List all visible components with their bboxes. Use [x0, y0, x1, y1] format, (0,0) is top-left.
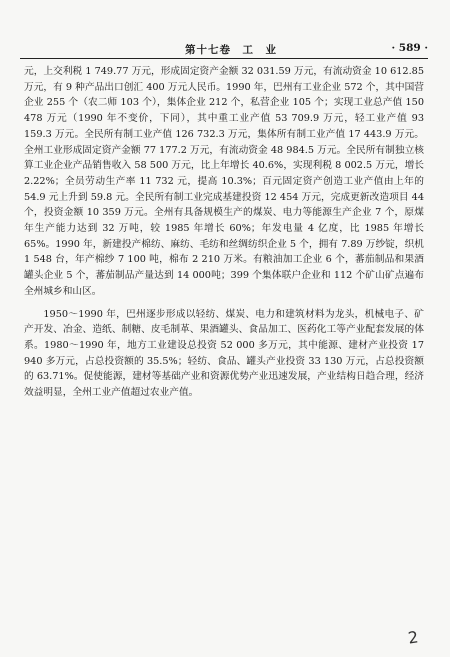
section-title: 第十七卷 工 业	[185, 44, 277, 56]
paragraph-2: 1950～1990 年，巴州逐步形成以轻纺、煤炭、电力和建筑材料为龙头，机械电子、矿产开发、冶金、造纸、制糖、皮毛制革、果酒罐头、食品加工、医药化工等产业配套发展的体系。1980～1990 年，地方工业建设总投资 52 000 多万元，其中能源、建材产业投资 17 940 多万元，占总投资额的 35.5%；轻纺、食品、罐头产业投资 33 130 万元，占总投资额的 63.71%。促使能源，建材等基础产业和资源优势产业迅速发展，产业结构日趋合理，经济效益明显，全州工业产值超过农业产值。	[24, 308, 424, 399]
paragraph-1: 元，上交利税 1 749.77 万元，形成固定资产金额 32 031.59 万元，有流动资金 10 612.85 万元，有 9 种产品出口创汇 400 万元人民币。1990 年，巴州有工业企业 572 个，其中国营企业 255 个（农二师 103 个），集体企业 212 个，私营企业 105 个；实现工业总产值 150 478 万元（1990 年不变价，下同），其中重工业产值 53 709.9 万元，轻工业产值 93 159.3 万元。全民所有制工业产值 126 732.3 万元，集体所有制工业产值 17 443.9 万元。全州工业形成固定资产金额 77 177.2 万元，有流动资金 48 984.5 万元。全民所有制独立核算工业企业产品销售收入 58 500 万元，比上年增长 40.6%，实现利税 8 002.5 万元，增长 2.22%；全员劳动生产率 11 732 元，提高 10.3%；百元固定资产创造工业产值由上年的 54.9 元上升到 59.8 元。全民所有制工业完成基建投资 12 454 万元，完成更新改造项目 44 个，投资金额 10 359 万元。全州有具备规模生产的煤炭、电力等能源生产企业 7 个，原煤年生产能力达到 32 万吨，较 1985 年增长 60%；年发电量 4 亿度，比 1985 年增长 65%。1990 年，新建投产棉纺、麻纺、毛纺和丝绸纺织企业 5 个，拥有 7.89 万纱锭，织机 1 548 台，年产棉纱 7 100 吨，棉布 2 210 万米。有粮油加工企业 6 个，蕃茄制品和果酒罐头企业 5 个，蕃茄制品产量达到 14 000吨；399 个集体联户企业和 112 个矿山矿点遍布全州城乡和山区。	[24, 66, 424, 297]
running-header	[20, 40, 428, 59]
page-number: · 589 ·	[391, 42, 428, 54]
body-text	[24, 64, 424, 401]
handwritten-mark: 2	[406, 627, 420, 648]
